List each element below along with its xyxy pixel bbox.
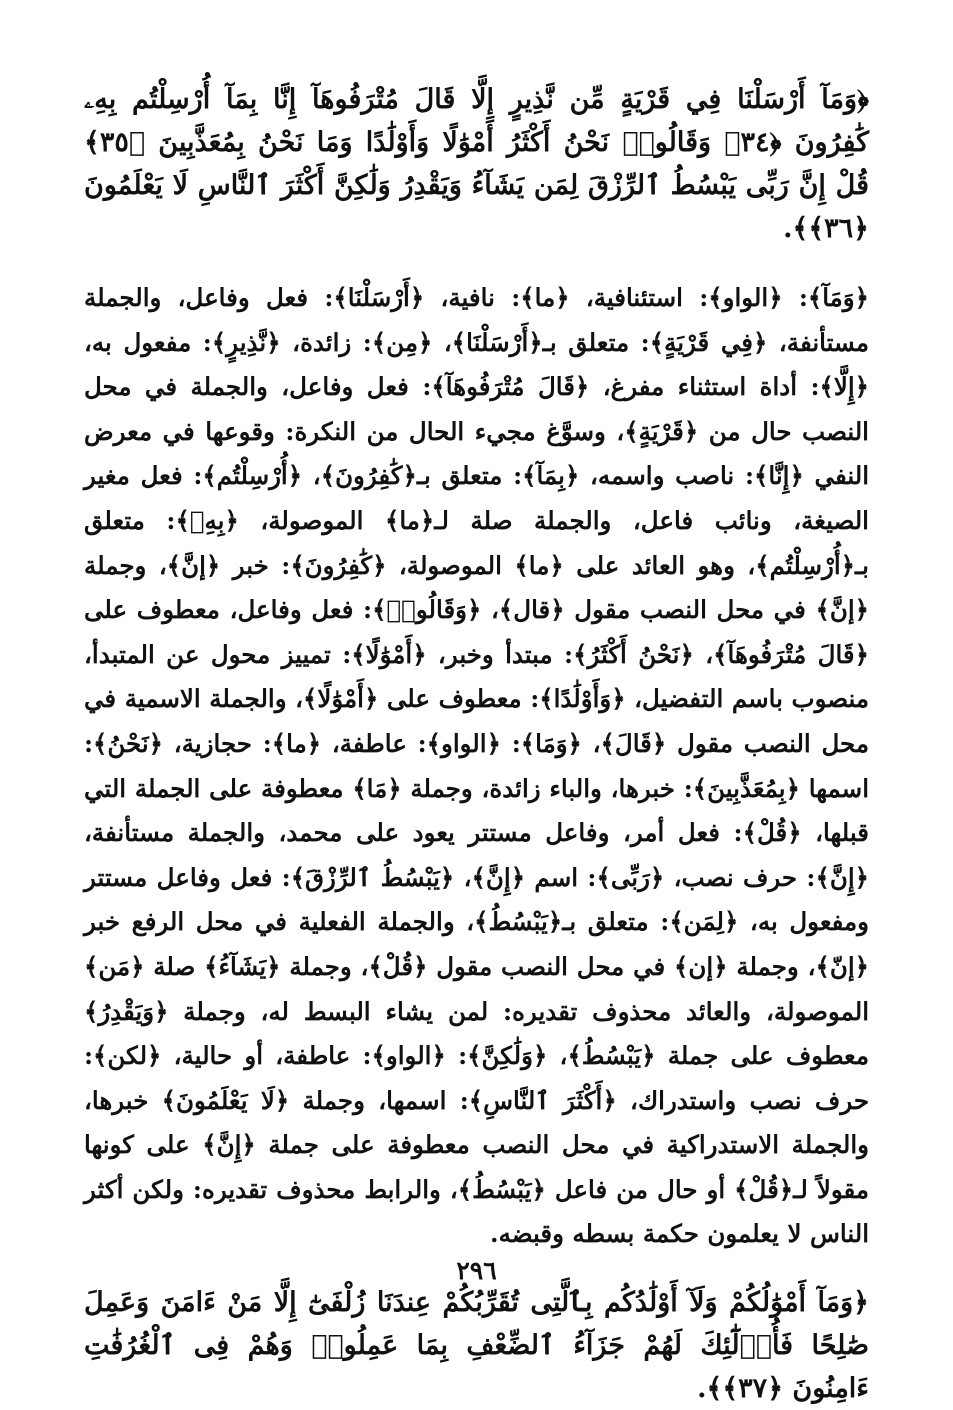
grammar-commentary: ﴿وَمَآ﴾: ﴿الواو﴾: استئنافية، ﴿ما﴾: نافية، ﴿أَرْسَلْنَا﴾: فعل وفاعل، والجملة مستأنفة، ﴿فِي قَرْيَةٍ﴾: متعلق بـ﴿أَرْسَلْنَا﴾، ﴿مِن﴾: زائدة، ﴿نَّذِيرٍ﴾: مفعول به، ﴿إِلَّا﴾: أداة استثناء مفرغ، ﴿قَالَ مُتْرَفُوهَآ﴾: فعل وفاعل، والجملة في محل النصب حال من ﴿قَرْيَةٍ﴾، وسوَّغ مجيء الحال من النكرة: وقوعها في معرض النفي ﴿إِنَّا﴾: ناصب واسمه، ﴿بِمَآ﴾: متعلق بـ﴿كَٰفِرُونَ﴾، ﴿أُرْسِلْتُم﴾: فعل مغير الصيغة، ونائب فاعل، والجملة صلة لـ﴿ما﴾ الموصولة، ﴿بِهِۦ﴾: متعلق بـ﴿أُرْسِلْتُم﴾، وهو العائد على ﴿ما﴾ الموصولة، ﴿كَٰفِرُونَ﴾: خبر ﴿إنَّ﴾، وجملة ﴿إنَّ﴾ في محل النصب مقول ﴿قال﴾، ﴿وَقَالُوا۟﴾: فعل وفاعل، معطوف على ﴿قَالَ مُتْرَفُوهَآ﴾، ﴿نَحْنُ أَكْثَرُ﴾: مبتدأ وخبر، ﴿أَمْوَٰلًا﴾: تمييز محول عن المتبدأ، منصوب باسم التفضيل، ﴿وَأَوْلَٰدًا﴾: معطوف على ﴿أَمْوَٰلًا﴾، والجملة الاسمية في محل النصب مقول ﴿قَالَ﴾، ﴿وَمَا﴾: ﴿الواو﴾: عاطفة، ﴿ما﴾: حجازية، ﴿نَحْنُ﴾: اسمها ﴿بِمُعَذَّبِينَ﴾: خبرها، والباء زائدة، وجملة ﴿مَا﴾ معطوفة على الجملة التي قبلها، ﴿قُلْ﴾: فعل أمر، وفاعل مستتر يعود على محمد، والجملة مستأنفة، ﴿إِنَّ﴾: حرف نصب، ﴿رَبِّى﴾: اسم ﴿إِنَّ﴾، ﴿يَبْسُطُ ٱلرِّزْقَ﴾: فعل وفاعل مستتر ومفعول به، ﴿لِمَن﴾: متعلق بـ﴿يَبْسُطُ﴾، والجملة الفعلية في محل الرفع خبر ﴿إنّ﴾، وجملة ﴿إن﴾ في محل النصب مقول ﴿قُلْ﴾، وجملة ﴿يَشَآءُ﴾ صلة ﴿مَن﴾ الموصولة، والعائد محذوف تقديره: لمن يشاء البسط له، وجملة ﴿وَيَقْدِرُ﴾ معطوف على جملة ﴿يَبْسُطُ﴾، ﴿وَلَٰكِنَّ﴾: ﴿الواو﴾: عاطفة، أو حالية، ﴿لكن﴾: حرف نصب واستدراك، ﴿أَكْثَرَ ٱلنَّاسِ﴾: اسمها، وجملة ﴿لَا يَعْلَمُونَ﴾ خبرها، والجملة الاستدراكية في محل النصب معطوفة على جملة ﴿إِنَّ﴾ على كونها مقولاً لـ﴿قُلْ﴾ أو حال من فاعل ﴿يَبْسُطُ﴾، والرابط محذوف تقديره: ولكن أكثر الناس لا يعلمون حكمة بسطه وقبضه. xyxy=(84,283,869,1249)
page-number: ٢٩٦ xyxy=(456,1256,497,1285)
quran-verse-block-37: ﴿وَمَآ أَمْوَٰلُكُمْ وَلَآ أَوْلَٰدُكُم بِٱلَّتِى تُقَرِّبُكُمْ عِندَنَا زُلْفَىٰٓ إِلَّا مَنْ ءَامَنَ وَعَمِلَ صَٰلِحًا فَأُو۟لَٰٓئِكَ لَهُمْ جَزَآءُ ٱلضِّعْفِ بِمَا عَمِلُوا۟ وَهُمْ فِى ٱلْغُرُفَٰتِ ءَامِنُونَ ﴿٣٧﴾﴾. xyxy=(84,1287,869,1405)
quran-verse-block-34-36: ﴿وَمَآ أَرْسَلْنَا فِي قَرْيَةٍ مِّن نَّذِيرٍ إِلَّا قَالَ مُتْرَفُوهَآ إِنَّا بِمَآ أُرْسِلْتُم بِهِۦ كَٰفِرُونَ ﴿٣٤﴾ وَقَالُوا۟ نَحْنُ أَكْثَرُ أَمْوَٰلًا وَأَوْلَٰدًا وَمَا نَحْنُ بِمُعَذَّبِينَ ﴿٣٥﴾ قُلْ إِنَّ رَبِّى يَبْسُطُ ٱلرِّزْقَ لِمَن يَشَآءُ وَيَقْدِرُ وَلَٰكِنَّ أَكْثَرَ ٱلنَّاسِ لَا يَعْلَمُونَ ﴿٣٦﴾﴾. xyxy=(84,84,869,244)
